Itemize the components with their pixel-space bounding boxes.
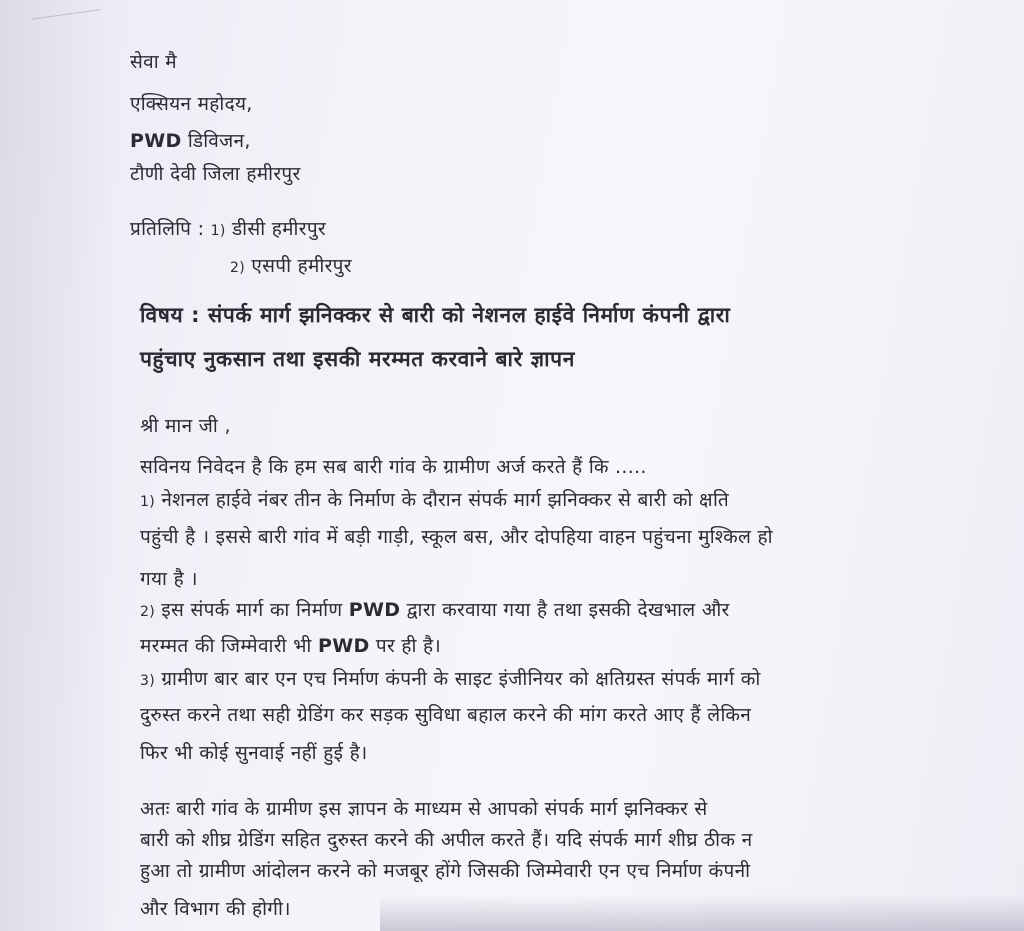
point1-line1 xyxy=(140,487,729,515)
point2-text1c: द्वारा करवाया गया है तथा इसकी देखभाल और xyxy=(400,599,730,621)
point3-text1: ग्रामीण बार बार एन एच निर्माण कंपनी के साइट इंजीनियर को क्षतिग्रस्त संपर्क मार्ग को xyxy=(161,668,761,690)
point1-text1: नेशनल हाईवे नंबर तीन के निर्माण के दौरान संपर्क मार्ग झनिक्कर से बारी को क्षति xyxy=(161,489,730,511)
copy-to-item1: डीसी हमीरपुर xyxy=(232,218,326,240)
copy-to-item2: एसपी हमीरपुर xyxy=(251,255,352,277)
point2-pwd2: PWD xyxy=(318,635,370,657)
paper-shadow-bottom xyxy=(380,895,1024,931)
designation: एक्सियन महोदय, xyxy=(130,93,253,115)
division-pwd: PWD xyxy=(130,130,182,152)
point2-line1 xyxy=(140,597,730,625)
intro: सविनय निवेदन है कि हम सब बारी गांव के ग्रामीण अर्ज करते हैं कि ..... xyxy=(140,456,647,478)
point2-text1a: इस संपर्क मार्ग का निर्माण xyxy=(161,599,349,621)
point3-line1 xyxy=(140,666,761,694)
copy-to-line2 xyxy=(230,253,352,281)
point3-line2: दुरुस्त करने तथा सही ग्रेडिंग कर सड़क सुविधा बहाल करने की मांग करते आए हैं लेकिन xyxy=(140,704,752,726)
greeting: श्री मान जी , xyxy=(140,415,231,437)
subject-line2: पहुंचाए नुकसान तथा इसकी मरम्मत करवाने बारे ज्ञापन xyxy=(140,347,575,371)
subject-line1: विषय : संपर्क मार्ग झनिक्कर से बारी को नेशनल हाईवे निर्माण कंपनी द्वारा xyxy=(140,303,731,327)
point2-text2a: मरम्मत की जिम्मेवारी भी xyxy=(140,635,318,657)
closing-line2: बारी को शीघ्र ग्रेडिंग सहित दुरुस्त करने की अपील करते हैं। यदि संपर्क मार्ग शीघ्र ठीक न xyxy=(140,829,753,851)
paper-shadow-left xyxy=(0,0,120,931)
point1-line2: पहुंची है । इससे बारी गांव में बड़ी गाड़ी, स्कूल बस, और दोपहिया वाहन पहुंचना मुश्किल हो xyxy=(140,526,773,548)
point3-line3: फिर भी कोई सुनवाई नहीं हुई है। xyxy=(140,742,368,764)
point2-number: 2) xyxy=(140,604,155,620)
point2-text2c: पर ही है। xyxy=(369,635,441,657)
closing-line3: हुआ तो ग्रामीण आंदोलन करने को मजबूर होंगे जिसकी जिम्मेवारी एन एच निर्माण कंपनी xyxy=(140,860,751,882)
point3-number: 3) xyxy=(140,673,155,689)
closing-line4: और विभाग की होगी। xyxy=(140,898,291,920)
closing-line1: अतः बारी गांव के ग्रामीण इस ज्ञापन के माध्यम से आपको संपर्क मार्ग झनिक्कर से xyxy=(140,798,708,820)
copy-to-line1 xyxy=(130,216,326,244)
location: टौणी देवी जिला हमीरपुर xyxy=(130,163,301,185)
copy-to-label: प्रतिलिपि : xyxy=(130,218,205,240)
salutation: सेवा मै xyxy=(130,51,177,73)
point2-pwd1: PWD xyxy=(348,599,401,621)
point1-number: 1) xyxy=(140,494,155,510)
copy-to-item2-number: 2) xyxy=(230,260,245,276)
division xyxy=(130,128,251,154)
division-rest: डिविजन, xyxy=(181,130,251,152)
point2-line2 xyxy=(140,633,441,659)
copy-to-item1-number: 1) xyxy=(210,223,226,239)
point1-line3: गया है । xyxy=(140,568,198,590)
